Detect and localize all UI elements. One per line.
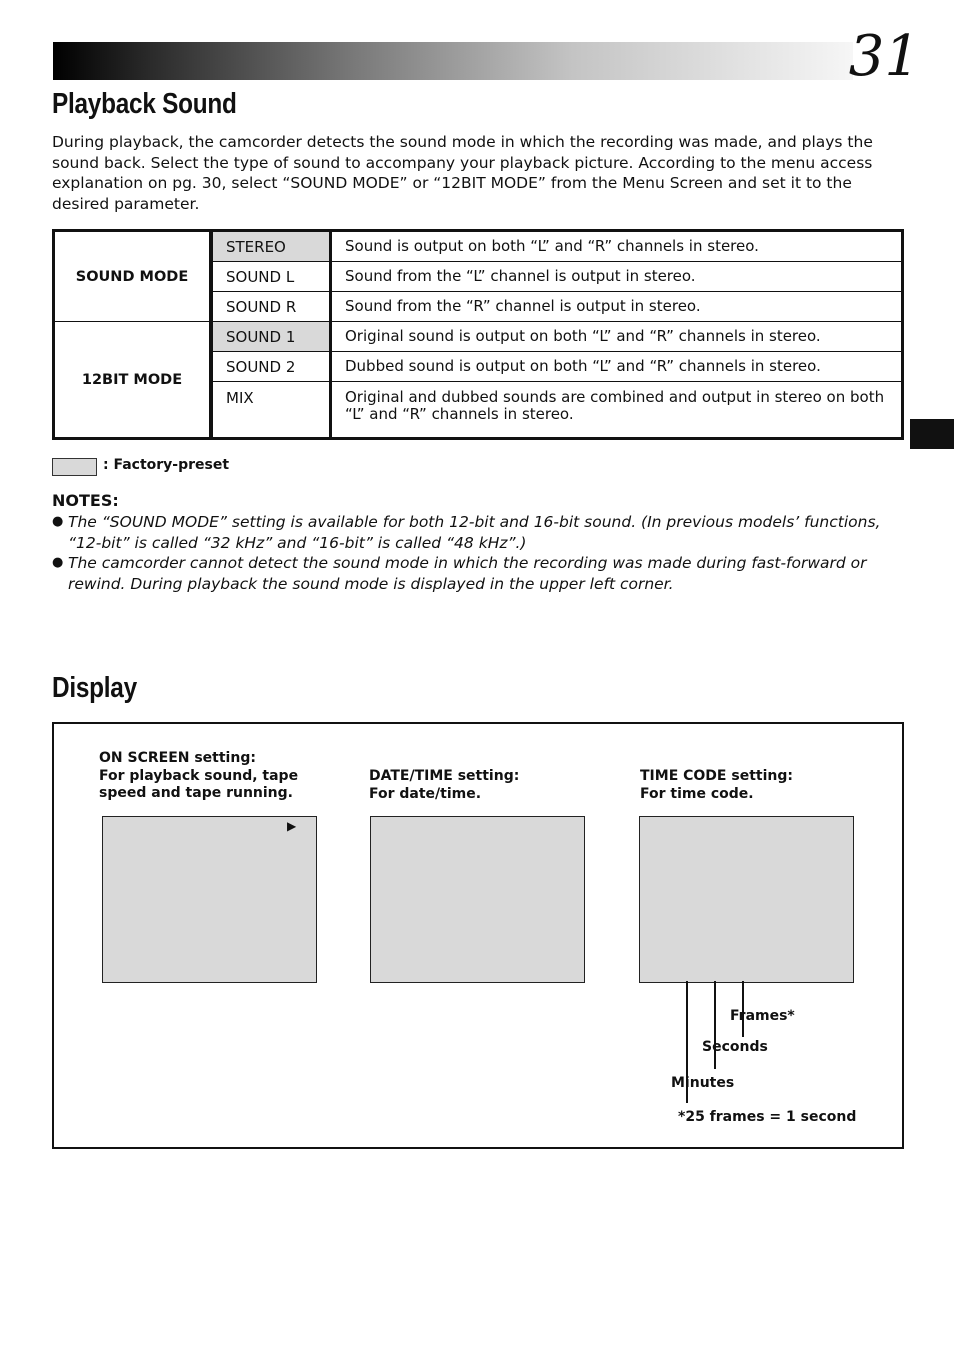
- note-item: The “SOUND MODE” setting is available for both 12-bit and 16-bit sound. (In previous models’ functions, “12-bit” is called “32 kHz” and “16-bit” is called “48 kHz”.): [68, 513, 881, 552]
- description-cell: Dubbed sound is output on both “L” and “R” channels in stereo.: [331, 352, 903, 382]
- display-title: Display: [52, 672, 137, 704]
- frames-footnote: *25 frames = 1 second: [678, 1109, 857, 1125]
- display-diagram-box: [52, 722, 904, 1149]
- table-row: [54, 322, 903, 352]
- page-number: 31: [848, 24, 920, 89]
- caption-line: For time code.: [640, 785, 754, 802]
- notes-title: NOTES:: [52, 491, 119, 510]
- mode-cell-12bit-mode: 12BIT MODE: [54, 322, 212, 439]
- on-screen-caption: [99, 750, 298, 803]
- caption-line: For playback sound, tape: [99, 767, 299, 784]
- playback-intro: During playback, the camcorder detects the sound mode in which the recording was made, and plays the sound back. Select the type of sound to accompany your playback picture. According to the menu access explanation on pg. 30, select “SOUND MODE” or “12BIT MODE” from the Menu Screen and set it to the desired parameter.: [52, 133, 873, 213]
- caption-line: speed and tape running.: [99, 785, 293, 801]
- frames-label: Frames*: [730, 1008, 795, 1024]
- option-cell: SOUND 1: [211, 322, 331, 352]
- seconds-pointer-line: [714, 981, 716, 1069]
- table-row: [54, 231, 903, 262]
- factory-preset-label: : Factory-preset: [103, 457, 230, 473]
- time-code-caption: [640, 768, 793, 803]
- caption-line: For date/time.: [369, 785, 482, 802]
- note-item: The camcorder cannot detect the sound mode in which the recording was made during fast-forward or rewind. During playback the sound mode is displayed in the upper left corner.: [68, 554, 867, 593]
- on-screen-display-screen: [102, 816, 317, 983]
- mode-cell-sound-mode: SOUND MODE: [54, 231, 212, 322]
- description-cell: Sound is output on both “L” and “R” channels in stereo.: [331, 231, 903, 262]
- description-cell: Sound from the “L” channel is output in stereo.: [331, 262, 903, 292]
- date-time-display-screen: [370, 816, 585, 983]
- bullet-icon: ●: [52, 555, 64, 570]
- playback-sound-title: Playback Sound: [52, 88, 237, 120]
- section-tab-marker: [910, 419, 954, 449]
- option-cell: SOUND L: [211, 262, 331, 292]
- description-cell: Sound from the “R” channel is output in stereo.: [331, 292, 903, 322]
- caption-line: DATE/TIME setting:: [369, 768, 520, 784]
- caption-line: ON SCREEN setting:: [99, 750, 256, 766]
- option-cell: SOUND R: [211, 292, 331, 322]
- description-cell: Original and dubbed sounds are combined and output in stereo on both “L” and “R” channels in stereo.: [331, 382, 903, 439]
- time-code-display-screen: [639, 816, 854, 983]
- header-gradient-bar: [53, 42, 853, 80]
- option-cell: MIX: [211, 382, 331, 439]
- option-cell: SOUND 2: [211, 352, 331, 382]
- option-cell: STEREO: [211, 231, 331, 262]
- seconds-label: Seconds: [702, 1039, 768, 1055]
- play-triangle-icon: ▶: [287, 819, 297, 833]
- bullet-icon: ●: [52, 514, 64, 529]
- date-time-caption: [369, 768, 519, 803]
- description-cell: Original sound is output on both “L” and “R” channels in stereo.: [331, 322, 903, 352]
- sound-settings-table: [52, 229, 904, 440]
- minutes-label: Minutes: [671, 1075, 735, 1091]
- factory-preset-swatch: [52, 458, 97, 476]
- caption-line: TIME CODE setting:: [640, 768, 793, 784]
